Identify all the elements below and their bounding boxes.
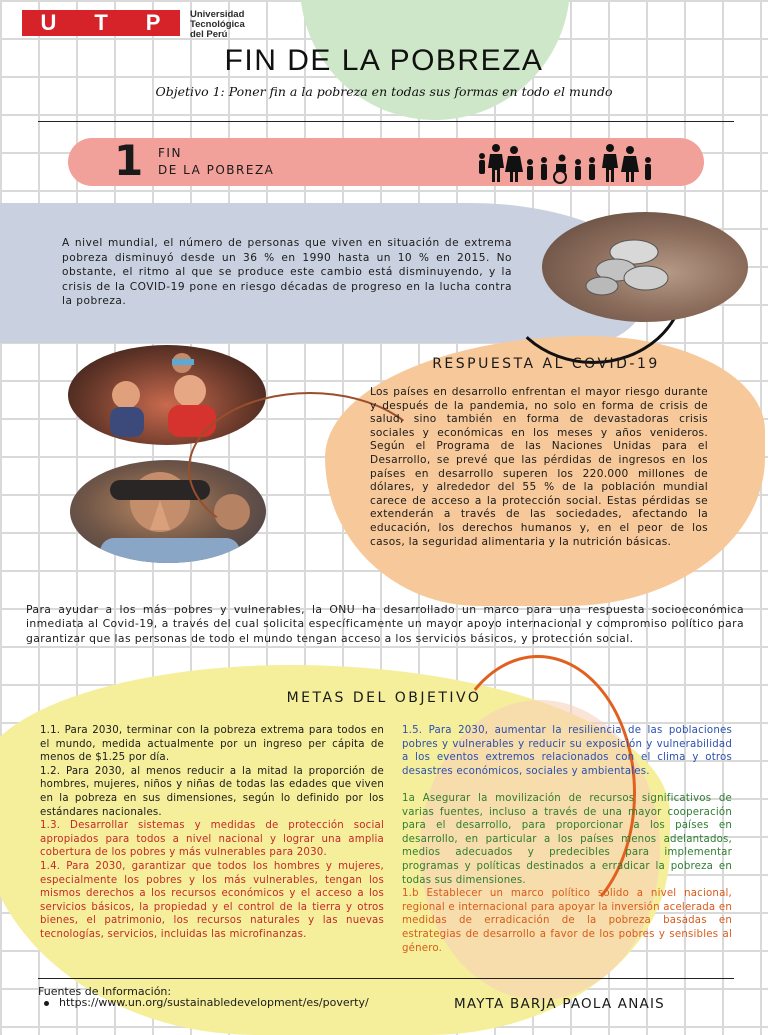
goal-label	[158, 145, 274, 179]
coins-in-hand-photo	[542, 212, 748, 322]
meta-1-5: 1.5. Para 2030, aumentar la resiliencia de las poblaciones pobres y vulnerables y reducir su exposición y vulnerabilidad a los eventos extremos relacionados con el clima y otros desastres económicos, sociales y ambientales.	[402, 725, 732, 777]
university-name-line: Tecnológica	[190, 19, 245, 30]
author-name: MAYTA BARJA PAOLA ANAIS	[454, 996, 665, 1012]
bullet-icon	[44, 1001, 49, 1006]
covid-paragraph: Los países en desarrollo enfrentan el mayor riesgo durante y después de la pandemia, no solo en forma de crisis de salud, sino también en forma de devastadoras crisis sociales y económicas en los meses y años venideros. Según el Programa de las Naciones Unidas para el Desarrollo, se prevé que las pérdidas de ingresos en los países en desarrollo superen los 220.000 millones de dólares, y alrededor del 55 % de la población mundial carece de acceso a la protección social. Estas pérdidas se extenderán a través de las sociedades, afectando la educación, los derechos humanos y, en el peor de los casos, la seguridad alimentaria y la nutrición básicas.	[370, 386, 708, 548]
logo-letter-t: T	[94, 10, 109, 35]
coins-icon	[542, 212, 748, 322]
metas-column-right	[402, 724, 732, 955]
meta-1-2: 1.2. Para 2030, al menos reducir a la mitad la proporción de hombres, mujeres, niños y niñas de todas las edades que viven en la pobreza en sus dimensiones, según lo definido por los estándares nacionales.	[40, 765, 384, 818]
family-silhouettes-icon	[470, 140, 670, 184]
divider	[38, 978, 734, 979]
section-title-covid: RESPUESTA AL COVID-19	[432, 356, 660, 372]
university-name	[190, 10, 280, 40]
source-link[interactable]: https://www.un.org/sustainabledevelopment/es/poverty/	[59, 996, 369, 1009]
intro-paragraph: A nivel mundial, el número de personas que viven en situación de extrema pobreza disminuyó desde un 36 % en 1990 hasta un 10 % en 2015. No obstante, el ritmo al que se produce este cambio está disminuyendo, y la crisis de la COVID-19 pone en riesgo décadas de progreso en la lucha contra la pobreza.	[62, 237, 512, 308]
university-name-line: del Perú	[190, 29, 228, 40]
metas-column-left	[40, 724, 384, 942]
meta-1-4: 1.4. Para 2030, garantizar que todos los hombres y mujeres, especialmente los pobres y los más vulnerables, tengan los mismos derechos a los recursos económicos y el acceso a los servicios básicos, la propiedad y el control de la tierra y otros bienes, el patrimonio, los recursos naturales y las nuevas tecnologías, servicios, incluidas las microfinanzas.	[40, 860, 384, 940]
utp-logo	[22, 10, 180, 36]
goal-label-line2: DE LA POBREZA	[158, 163, 275, 177]
meta-1-b: 1.b Establecer un marco político sólido a nivel nacional, regional e internacional para apoyar la inversión acelerada en medidas de erradicación de la pobreza basadas en estrategias de desarrollo a favor de los pobres y sensibles al género.	[402, 888, 732, 954]
page-subtitle: Objetivo 1: Poner fin a la pobreza en todas sus formas en todo el mundo	[155, 84, 613, 99]
page-title: FIN DE LA POBREZA	[224, 44, 544, 77]
university-name-line: Universidad	[190, 9, 245, 20]
source-item	[44, 996, 369, 1009]
section-title-metas: METAS DEL OBJETIVO	[286, 690, 482, 706]
divider	[38, 121, 734, 122]
goal-number: 1	[114, 136, 144, 185]
meta-1-3: 1.3. Desarrollar sistemas y medidas de protección social apropiados para todos a nivel nacional y lograr una amplia cobertura de los pobres y más vulnerables para 2030.	[40, 820, 384, 859]
un-response-paragraph: Para ayudar a los más pobres y vulnerables, la ONU ha desarrollado un marco para una respuesta socioeconómica inmediata al Covid-19, a través del cual solicita específicamente un mayor apoyo internacional y compromiso político para garantizar que las personas de todo el mundo tengan acceso a los servicios básicos, y protección social.	[26, 603, 744, 645]
goal-label-line1: FIN	[158, 146, 182, 160]
sources-label: Fuentes de Información:	[38, 985, 172, 998]
logo-letter-u: U	[40, 10, 58, 35]
logo-letter-p: P	[145, 10, 162, 35]
meta-1-a: 1a Asegurar la movilización de recursos significativos de varias fuentes, incluso a través de una mayor cooperación para el desarrollo, para proporcionar a los países en desarrollo, en particular a los países menos adelantados, medios adecuados y predecibles para implementar programas y políticas destinados a erradicar la pobreza en todas sus dimensiones.	[402, 792, 732, 886]
spacer	[402, 778, 732, 792]
meta-1-1: 1.1. Para 2030, terminar con la pobreza extrema para todos en el mundo, medida actualmente por un ingreso per cápita de menos de $1.25 por día.	[40, 725, 384, 764]
